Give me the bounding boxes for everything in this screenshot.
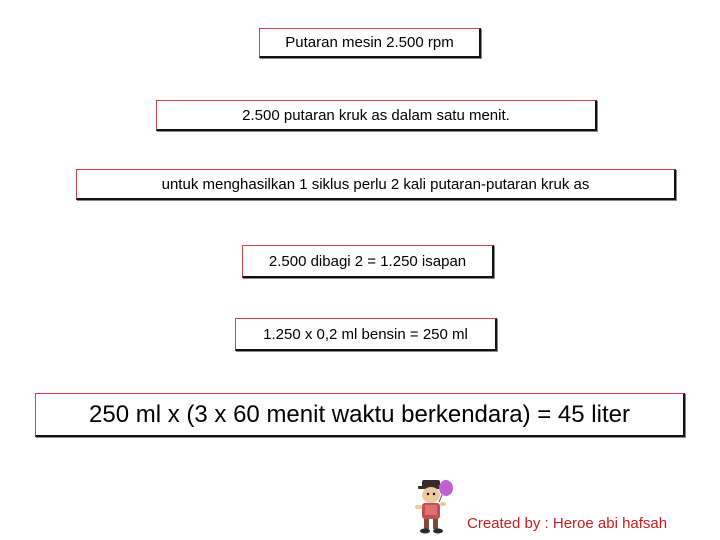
step-box-rotations-per-minute <box>156 100 597 131</box>
step-box-fuel-per-minute <box>235 318 497 351</box>
result-box <box>35 393 685 437</box>
step-box-engine-speed <box>259 28 481 58</box>
cartoon-character-icon <box>409 476 455 534</box>
step-box-cycle-requirement <box>76 169 676 200</box>
credit-text: Created by : Heroe abi hafsah <box>467 515 668 532</box>
step-text-engine-speed: Putaran mesin 2.500 rpm <box>285 34 454 51</box>
step-text-rotations-per-minute: 2.500 putaran kruk as dalam satu menit. <box>242 106 510 124</box>
step-text-fuel-per-minute: 1.250 x 0,2 ml bensin = 250 ml <box>263 325 468 343</box>
step-text-intake-count: 2.500 dibagi 2 = 1.250 isapan <box>268 252 467 270</box>
step-box-intake-count <box>242 245 494 278</box>
result-text: 250 ml x (3 x 60 menit waktu berkendara) = 45 liter <box>89 400 630 428</box>
step-text-cycle-requirement: untuk menghasilkan 1 siklus perlu 2 kali putaran-putaran kruk as <box>161 175 590 193</box>
